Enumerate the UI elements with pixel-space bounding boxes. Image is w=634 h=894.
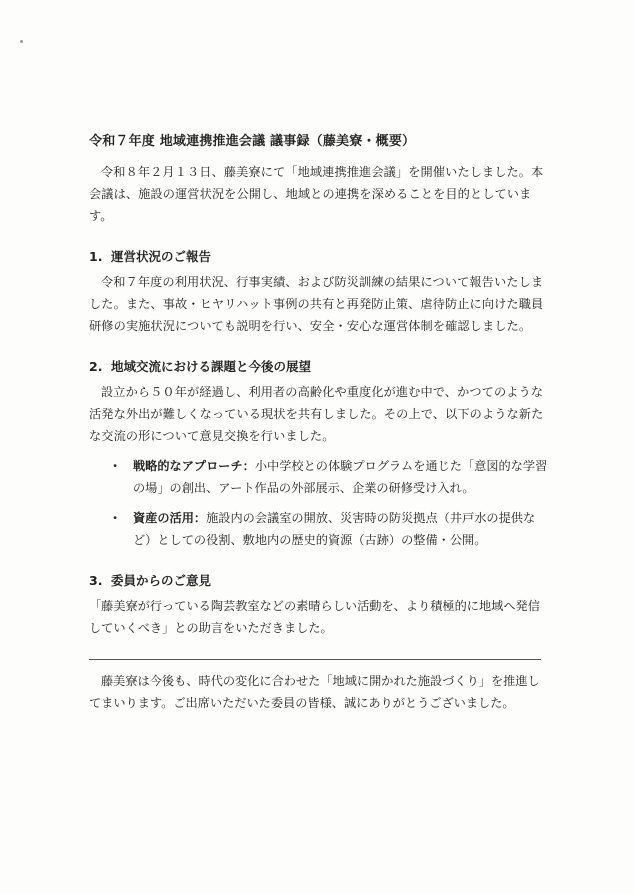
bullet-term: 戦略的なアプローチ： <box>133 459 255 473</box>
bullet-list <box>89 455 549 551</box>
section-3-heading <box>89 571 549 589</box>
section-number: 2. <box>89 359 103 374</box>
list-item <box>89 507 549 551</box>
list-item <box>89 455 549 499</box>
document-body <box>89 130 549 714</box>
section-title: 運営状況のご報告 <box>111 249 212 264</box>
bullet-text: 施設内の会議室の開放、災害時の防災拠点（井戸水の提供など）としての役割、敷地内の歴史的資源（古跡）の整備・公開。 <box>133 511 536 547</box>
bullet-term: 資産の活用： <box>133 511 207 525</box>
section-2-heading <box>89 357 549 375</box>
section-1-body: 令和７年度の利用状況、行事実績、および防災訓練の結果について報告いたしました。また、事故・ヒヤリハット事例の共有と再発防止策、虐待防止に向けた職員研修の実施状況についても説明を行い、安全・安心な運営体制を確認しました。 <box>89 275 544 333</box>
section-2-body: 設立から５０年が経過し、利用者の高齢化や重度化が進む中で、かつてのような活発な外出が難しくなっている現状を共有しました。その上で、以下のような新たな交流の形について意見交換を行いました。 <box>89 385 544 443</box>
closing-paragraph: 藤美寮は今後も、時代の変化に合わせた「地域に開かれた施設づくり」を推進してまいります。ご出席いただいた委員の皆様、誠にありがとうございました。 <box>89 674 540 710</box>
bullet-text: 小中学校との体験プログラムを通じた「意図的な学習の場」の創出、アート作品の外部展示、企業の研修受け入れ。 <box>133 459 548 495</box>
bullet-dot: ・ <box>109 511 122 525</box>
section-title: 委員からのご意見 <box>111 573 212 588</box>
bullet-dot: ・ <box>109 459 122 473</box>
document-title: 令和７年度 地域連携推進会議 議事録（藤美寮・概要） <box>89 134 416 149</box>
intro-paragraph: 令和８年２月１３日、藤美寮にて「地域連携推進会議」を開催いたしました。本会議は、施設の運営状況を公開し、地域との連携を深めることを目的としています。 <box>89 165 544 223</box>
section-number: 3. <box>89 573 103 588</box>
section-title: 地域交流における課題と今後の展望 <box>111 359 312 374</box>
scan-mark <box>20 40 23 43</box>
section-number: 1. <box>89 249 103 264</box>
section-1-heading <box>89 247 549 265</box>
divider <box>89 659 541 660</box>
section-3-body: 「藤美寮が行っている陶芸教室などの素晴らしい活動を、より積極的に地域へ発信していくべき」との助言をいただきました。 <box>89 599 540 635</box>
